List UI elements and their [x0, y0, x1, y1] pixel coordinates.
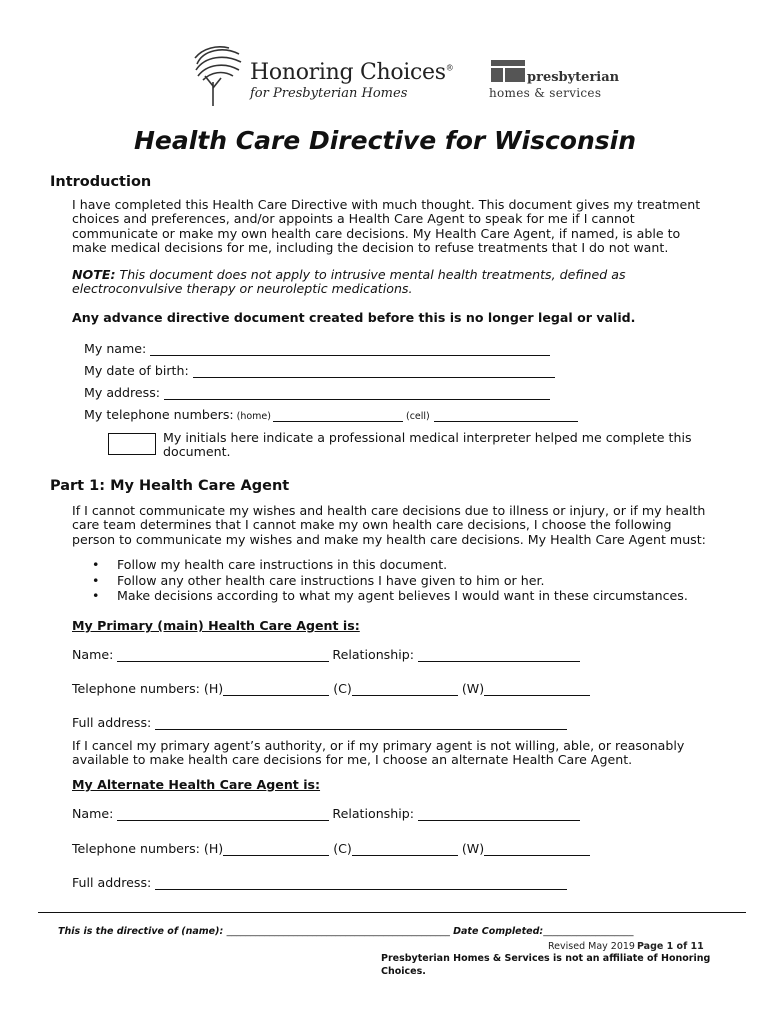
dob-field: [84, 363, 555, 378]
footer-directive: [58, 926, 633, 937]
revised-date: Revised May 2019: [548, 941, 635, 952]
telephone-c-label: (C): [333, 841, 352, 856]
phone-home-line[interactable]: [273, 409, 403, 422]
full-address-label: Full address:: [72, 875, 152, 890]
telephone-label: My telephone numbers:: [84, 407, 234, 422]
phone-home-label: (home): [236, 411, 271, 422]
note-text: electroconvulsive therapy or neuroleptic medications.: [72, 281, 413, 297]
part1-paragraph: [72, 504, 712, 547]
primary-phone-w-line[interactable]: [484, 683, 590, 696]
primary-relationship-line[interactable]: [418, 649, 580, 662]
page-title: Health Care Directive for Wisconsin: [133, 126, 637, 155]
presbyterian-line1: presbyterian: [527, 70, 620, 85]
note-label: NOTE:: [72, 267, 116, 282]
alternate-address-field: [72, 875, 567, 890]
building-icon: [491, 60, 525, 82]
relationship-label: Relationship:: [332, 647, 414, 662]
page-number: Page 1 of 11: [636, 941, 704, 952]
cancel-line: If I cancel my primary agent’s authority, or if my primary agent is not willing, able, or reasonably: [72, 738, 685, 753]
part1-line: If I cannot communicate my wishes and health care decisions due to illness or injury, or if my health: [72, 503, 706, 518]
alternate-phone-h-line[interactable]: [223, 843, 329, 856]
intro-line: choices and preferences, and/or appoints a Health Care Agent to speak for me if I cannot: [72, 211, 635, 227]
primary-address-line[interactable]: [155, 717, 567, 730]
telephone-c-label: (C): [333, 681, 352, 696]
primary-phone-h-line[interactable]: [223, 683, 329, 696]
cancel-line: available to make health care decisions for me, I choose an alternate Health Care Agent.: [72, 752, 633, 768]
primary-name-field: [72, 647, 580, 662]
directive-name-blank[interactable]: _______________________________________________: [226, 926, 450, 937]
honoring-choices-subtitle: for Presbyterian Homes: [250, 86, 408, 101]
affiliate-disclaimer: Presbyterian Homes & Services is not an affiliate of Honoring Choices.: [381, 953, 711, 977]
list-item: • Follow any other health care instructions I have given to him or her.: [72, 573, 688, 589]
honoring-choices-name: Honoring Choices®: [250, 60, 454, 85]
intro-line: make medical decisions for me, including the decision to refuse treatments that I do not want.: [72, 240, 669, 256]
list-item: • Make decisions according to what my agent believes I would want in these circumstances.: [72, 588, 688, 604]
intro-line: I have completed this Health Care Directive with much thought. This document gives my treatment: [72, 197, 701, 212]
directive-of-label: This is the directive of (name):: [58, 926, 224, 937]
telephone-h-label: Telephone numbers: (H): [72, 681, 224, 696]
alternate-telephone-field: [72, 841, 590, 856]
date-completed-label: Date Completed:: [453, 926, 544, 937]
my-name-line[interactable]: [150, 343, 550, 356]
alternate-relationship-line[interactable]: [418, 808, 580, 821]
telephone-w-label: (W): [461, 681, 485, 696]
introduction-paragraph: [72, 198, 712, 256]
tree-icon: [195, 47, 241, 106]
alternate-agent-heading: My Alternate Health Care Agent is:: [72, 777, 321, 792]
note-paragraph: [72, 268, 712, 297]
primary-phone-c-line[interactable]: [352, 683, 458, 696]
phone-cell-line[interactable]: [434, 409, 578, 422]
address-label: My address:: [84, 385, 161, 400]
address-field: [84, 385, 550, 400]
dob-label: My date of birth:: [84, 363, 189, 378]
alternate-address-line[interactable]: [155, 877, 567, 890]
my-name-label: My name:: [84, 341, 147, 356]
my-name-field: [84, 341, 550, 356]
date-completed-blank[interactable]: ___________________: [543, 926, 634, 937]
alternate-phone-w-line[interactable]: [484, 843, 590, 856]
relationship-label: Relationship:: [332, 806, 414, 821]
name-label: Name:: [72, 806, 114, 821]
alternate-name-line[interactable]: [117, 808, 329, 821]
alternate-name-field: [72, 806, 580, 821]
full-address-label: Full address:: [72, 715, 152, 730]
phone-cell-label: (cell): [405, 411, 430, 422]
telephone-h-label: Telephone numbers: (H): [72, 841, 224, 856]
telephone-w-label: (W): [461, 841, 485, 856]
alternate-phone-c-line[interactable]: [352, 843, 458, 856]
presbyterian-line2: homes & services: [489, 86, 602, 100]
initials-line: document.: [163, 444, 231, 460]
part1-line: care team determines that I cannot make my own health care decisions, I choose the following: [72, 517, 672, 533]
dob-line[interactable]: [193, 365, 555, 378]
primary-telephone-field: [72, 681, 590, 696]
part1-line: person to communicate my wishes and make my health care decisions. My Health Care Agent must:: [72, 531, 706, 547]
name-label: Name:: [72, 647, 114, 662]
note-text: This document does not apply to intrusive mental health treatments, defined as: [119, 267, 626, 282]
address-line[interactable]: [164, 387, 550, 400]
primary-name-line[interactable]: [117, 649, 329, 662]
cancel-paragraph: [72, 739, 712, 768]
initials-box[interactable]: [108, 433, 156, 455]
list-item: • Follow my health care instructions in this document.: [72, 557, 688, 573]
part1-heading: Part 1: My Health Care Agent: [50, 478, 290, 494]
primary-address-field: [72, 715, 567, 730]
initials-line: My initials here indicate a professional medical interpreter helped me complete this: [163, 430, 692, 445]
initials-text: [163, 431, 723, 460]
agent-duties-list: [72, 557, 688, 604]
intro-line: communicate or make my own health care decisions. My Health Care Agent, if named, is able to: [72, 225, 681, 241]
telephone-field: [84, 407, 578, 422]
introduction-heading: Introduction: [50, 174, 152, 190]
revision-page: [548, 941, 704, 952]
legal-statement: Any advance directive document created before this is no longer legal or valid.: [72, 310, 636, 325]
primary-agent-heading: My Primary (main) Health Care Agent is:: [72, 618, 360, 633]
footer-divider: [38, 912, 746, 913]
